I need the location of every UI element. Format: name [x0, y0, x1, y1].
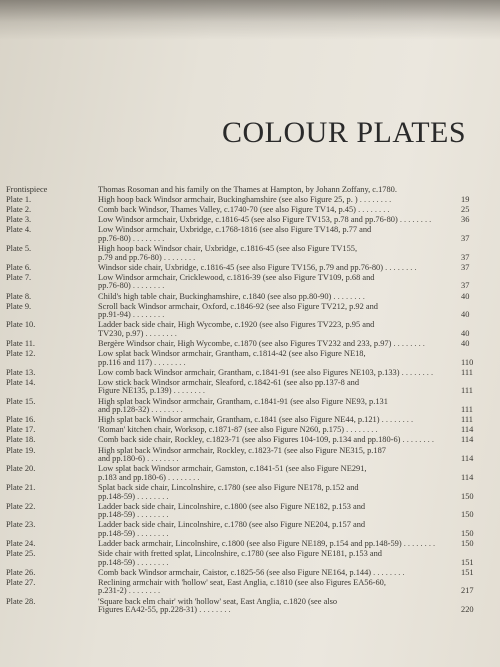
- plate-page-number: 150: [461, 491, 474, 501]
- plate-entry: [6, 274, 496, 291]
- plate-description: [98, 264, 448, 273]
- plate-entry: [6, 416, 496, 425]
- plate-description-line: Low Windsor armchair, Uxbridge, c.1768-1816 (see also Figure TV148, p.77 and: [98, 225, 372, 235]
- leader-dots: . . . . . . . .: [357, 195, 392, 205]
- plate-entry: [6, 398, 496, 415]
- plate-entry: [6, 447, 496, 464]
- plate-entry: [6, 579, 496, 596]
- plate-entry: [6, 245, 496, 262]
- plate-description: [98, 379, 448, 396]
- plate-page-number: 40: [461, 339, 470, 348]
- plate-description: [98, 465, 448, 482]
- plate-page-number: 40: [461, 310, 470, 320]
- plate-description-line: and pp.128-32): [98, 405, 150, 415]
- page-top-shadow: [0, 0, 500, 40]
- plate-entry: [6, 521, 496, 538]
- leader-dots: . . . . . . . .: [134, 491, 169, 501]
- plate-entry: [6, 226, 496, 243]
- plate-description-line: pp.148-59): [98, 491, 135, 501]
- plate-description-line: Figure NE135, p.139): [98, 386, 172, 396]
- plate-description-line: Bergère Windsor chair, High Wycombe, c.1870 (see also Figures TV232 and 233, p.97): [98, 339, 392, 348]
- plate-label: Plate 14.: [6, 377, 36, 387]
- plate-description-line: Low splat back Windsor armchair, Gamston, c.1841-51 (see also Figure NE291,: [98, 464, 367, 474]
- plate-label: Plate 24.: [6, 538, 36, 548]
- plate-description: [98, 579, 448, 596]
- plate-page-number: 110: [461, 357, 474, 367]
- plate-description-line: pp.148-59): [98, 510, 135, 520]
- leader-dots: . . . . . . . .: [134, 557, 169, 567]
- plate-description: [98, 196, 448, 205]
- leader-dots: . . . . . . . .: [165, 472, 200, 482]
- plate-page-number: 37: [461, 262, 470, 272]
- plate-page-number: 151: [461, 557, 474, 567]
- leader-dots: . . . . . . . .: [161, 252, 196, 262]
- plate-description-line: Ladder back side chair, Lincolnshire, c.1800 (see also Figure NE182, p.153 and: [98, 501, 366, 511]
- plate-page-number: 111: [461, 386, 473, 396]
- plate-description: [98, 321, 448, 338]
- plate-entry: [6, 436, 496, 445]
- plate-description: [98, 569, 448, 578]
- leader-dots: . . . . . . . .: [400, 435, 434, 445]
- plate-description-line: Comb back side chair, Rockley, c.1823-71 (see also Figures 104-109, p.134 and pp.180-6): [98, 435, 401, 445]
- plate-entry: [6, 379, 496, 396]
- plate-label: Plate 15.: [6, 396, 36, 406]
- plate-label: Plate 1.: [6, 195, 32, 205]
- plate-description-line: High splat back Windsor armchair, Rockley, c.1823-71 (see also Figure NE315, p.187: [98, 445, 386, 455]
- plate-description: [98, 293, 448, 302]
- plate-entry: [6, 321, 496, 338]
- plate-entry: [6, 540, 496, 549]
- plate-description: [98, 206, 448, 215]
- plate-entry: [6, 569, 496, 578]
- plate-description-line: Reclining armchair with 'hollow' seat, East Anglia, c.1810 (see also Figures EA56-60,: [98, 577, 386, 587]
- plate-description: [98, 550, 448, 567]
- plate-description-line: High splat back Windsor armchair, Grantham, c.1841 (see also Figure NE44, p.121): [98, 415, 380, 425]
- plate-page-number: 150: [461, 510, 474, 520]
- plate-description: [98, 398, 448, 415]
- plate-description-line: pp.148-59): [98, 528, 135, 538]
- leader-dots: . . . . . . . .: [399, 367, 434, 377]
- plate-label: Plate 16.: [6, 415, 36, 425]
- plate-description-line: Thomas Rosoman and his family on the Thames at Hampton, by Johann Zoffany, c.1780.: [98, 185, 397, 194]
- plate-page-number: 40: [461, 328, 470, 338]
- plate-page-number: 111: [461, 367, 473, 377]
- leader-dots: . . . . . . . .: [391, 339, 425, 348]
- leader-dots: . . . . . . . .: [397, 215, 432, 225]
- plate-description: [98, 350, 448, 367]
- leader-dots: . . . . . . . .: [134, 510, 169, 520]
- plate-entry: [6, 293, 496, 302]
- plate-description-line: High splat back Windsor armchair, Grantham, c.1841-91 (see also Figure NE93, p.131: [98, 396, 388, 406]
- plate-description-line: Low comb back Windsor armchair, Grantham, c.1841-91 (see also Figures NE103, p.133): [98, 367, 400, 377]
- plate-page-number: 220: [461, 605, 474, 615]
- plate-entry: [6, 186, 496, 195]
- leader-dots: . . . . . . . .: [355, 205, 390, 215]
- plate-label: Plate 10.: [6, 320, 36, 330]
- plate-entry: [6, 598, 496, 615]
- plate-description-line: pp.148-59): [98, 557, 135, 567]
- plate-label: Plate 26.: [6, 567, 36, 577]
- plate-entry: [6, 303, 496, 320]
- leader-dots: . . . . . . . .: [379, 415, 414, 425]
- plate-description-line: Side chair with fretted splat, Lincolnshire, c.1780 (see also Figure NE181, p.153 and: [98, 549, 382, 559]
- plate-page-number: 114: [461, 454, 474, 464]
- plate-label: Plate 20.: [6, 464, 36, 474]
- plate-entry: [6, 206, 496, 215]
- plate-page-number: 111: [461, 415, 473, 425]
- leader-dots: . . . . . . . .: [152, 357, 186, 367]
- plate-entry: [6, 369, 496, 378]
- plate-description-line: Comb back Windsor, Thames Valley, c.1740-70 (see also Figure TV14, p.45): [98, 205, 356, 215]
- leader-dots: . . . . . . . .: [331, 291, 365, 301]
- plate-label: Plate 4.: [6, 225, 32, 235]
- plate-label: Plate 9.: [6, 301, 32, 311]
- plate-label: Plate 19.: [6, 445, 36, 455]
- leader-dots: . . . . . . . .: [149, 405, 183, 415]
- plate-description: [98, 426, 448, 435]
- plate-label: Plate 3.: [6, 215, 32, 225]
- plate-description-line: Windsor side chair, Uxbridge, c.1816-45 (see also Figure TV156, p.79 and pp.76-80): [98, 262, 384, 272]
- plate-description-line: TV230, p.97): [98, 328, 144, 338]
- plate-description: [98, 226, 448, 243]
- plate-description-line: Ladder back side chair, High Wycombe, c.1920 (see also Figures TV223, p.95 and: [98, 320, 375, 330]
- plate-description: [98, 503, 448, 520]
- plate-label: Plate 17.: [6, 425, 36, 435]
- plate-label: Plate 8.: [6, 291, 32, 301]
- plate-entry: [6, 484, 496, 501]
- plate-description-line: p.231-2): [98, 586, 127, 596]
- plate-label: Frontispiece: [6, 185, 48, 194]
- plate-label: Plate 6.: [6, 262, 32, 272]
- plate-label: Plate 5.: [6, 244, 32, 254]
- plate-label: Plate 13.: [6, 367, 36, 377]
- plate-description-line: Low Windsor armchair, Uxbridge, c.1816-45 (see also Figure TV153, p.78 and pp.76-80): [98, 215, 398, 225]
- plate-description-line: Low splat back Windsor armchair, Grantham, c.1814-42 (see also Figure NE18,: [98, 349, 366, 359]
- plate-description-line: Low stick back Windsor armchair, Sleaford, c.1842-61 (see also pp.137-8 and: [98, 377, 360, 387]
- plate-page-number: 114: [461, 435, 474, 445]
- leader-dots: . . . . . . . .: [197, 605, 231, 615]
- plate-description: [98, 369, 448, 378]
- leader-dots: . . . . . . . .: [130, 233, 165, 243]
- plate-entry: [6, 216, 496, 225]
- plate-description-line: High hoop back Windsor armchair, Buckinghamshire (see also Figure 25, p. ): [98, 195, 358, 205]
- plate-description: [98, 484, 448, 501]
- plate-entry: [6, 426, 496, 435]
- leader-dots: . . . . . . . .: [134, 528, 169, 538]
- leader-dots: . . . . . . . .: [371, 567, 405, 577]
- leader-dots: . . . . . . . .: [383, 262, 417, 272]
- plate-description: [98, 186, 448, 195]
- plate-description-line: Splat back side chair, Lincolnshire, c.1780 (see also Figure NE178, p.152 and: [98, 482, 359, 492]
- plate-description-line: pp.76-80): [98, 281, 131, 291]
- plate-description-line: 'Square back elm chair' with 'hollow' seat, East Anglia, c.1820 (see also: [98, 596, 338, 606]
- plate-entry: [6, 196, 496, 205]
- plate-description-line: p.183 and pp.180-6): [98, 472, 166, 482]
- plate-page-number: 114: [461, 472, 474, 482]
- plate-page-number: 19: [461, 195, 470, 205]
- plate-description-line: Ladder back side chair, Lincolnshire, c.1780 (see also Figure NE204, p.157 and: [98, 520, 366, 530]
- plate-page-number: 111: [461, 405, 473, 415]
- plate-entry: [6, 503, 496, 520]
- plate-description-line: Low Windsor armchair, Cricklewood, c.1816-39 (see also Figure TV109, p.68 and: [98, 272, 375, 282]
- plate-label: Plate 23.: [6, 520, 36, 530]
- leader-dots: . . . . . . . .: [344, 425, 378, 435]
- leader-dots: . . . . . . . .: [126, 586, 161, 596]
- plate-description-line: High hoop back Windsor chair, Uxbridge, c.1816-45 (see also Figure TV155,: [98, 244, 358, 254]
- plate-description-line: pp.91-94): [98, 310, 131, 320]
- plate-page-number: 25: [461, 205, 470, 215]
- leader-dots: . . . . . . . .: [130, 310, 165, 320]
- plate-page-number: 40: [461, 291, 470, 301]
- plate-page-number: 37: [461, 233, 470, 243]
- plate-page-number: 150: [461, 538, 474, 548]
- plate-description-line: 'Roman' kitchen chair, Worksop, c.1871-87 (see also Figure N260, p.175): [98, 425, 345, 435]
- plate-page-number: 150: [461, 528, 474, 538]
- leader-dots: . . . . . . . .: [144, 454, 179, 464]
- plate-description-line: pp.76-80): [98, 233, 131, 243]
- plate-page-number: 37: [461, 252, 470, 262]
- plate-description-line: Ladder back armchair, Lincolnshire, c.1800 (see also Figure NE189, p.154 and pp.148-59): [98, 538, 402, 548]
- plate-description-line: pp.116 and 117): [98, 357, 153, 367]
- plate-label: Plate 21.: [6, 482, 36, 492]
- plate-description: [98, 521, 448, 538]
- leader-dots: . . . . . . . .: [143, 328, 177, 338]
- plate-page-number: 37: [461, 281, 470, 291]
- plate-entry: [6, 340, 496, 349]
- plate-label: Plate 22.: [6, 501, 36, 511]
- plate-page-number: 217: [461, 586, 474, 596]
- plate-description: [98, 598, 448, 615]
- plate-label: Plate 11.: [6, 339, 35, 348]
- plate-label: Plate 18.: [6, 435, 36, 445]
- plate-label: Plate 2.: [6, 205, 32, 215]
- plate-entry: [6, 350, 496, 367]
- plate-description: [98, 416, 448, 425]
- plate-label: Plate 27.: [6, 577, 36, 587]
- plate-description-line: and pp.180-6): [98, 454, 145, 464]
- leader-dots: . . . . . . . .: [171, 386, 206, 396]
- plate-description-line: Child's high table chair, Buckinghamshire, c.1840 (see also pp.80-90): [98, 291, 332, 301]
- leader-dots: . . . . . . . .: [130, 281, 165, 291]
- plate-description-line: Comb back Windsor armchair, Caistor, c.1825-56 (see also Figure NE164, p.144): [98, 567, 372, 577]
- plate-label: Plate 28.: [6, 596, 36, 606]
- plate-description-line: Figures EA42-55, pp.228-31): [98, 605, 198, 615]
- plate-description: [98, 303, 448, 320]
- plate-page-number: 36: [461, 215, 470, 225]
- plate-description: [98, 340, 448, 349]
- plate-description: [98, 245, 448, 262]
- plate-page-number: 151: [461, 567, 474, 577]
- plate-label: Plate 25.: [6, 549, 36, 559]
- plate-description: [98, 216, 448, 225]
- plate-description: [98, 436, 448, 445]
- colour-plates-list: [6, 186, 496, 616]
- plate-description: [98, 274, 448, 291]
- plate-page-number: 114: [461, 425, 474, 435]
- plate-label: Plate 7.: [6, 272, 32, 282]
- plate-entry: [6, 264, 496, 273]
- plate-description-line: Scroll back Windsor armchair, Oxford, c.1846-92 (see also Figure TV212, p.92 and: [98, 301, 378, 311]
- plate-description: [98, 447, 448, 464]
- plate-description-line: p.79 and pp.76-80): [98, 252, 162, 262]
- leader-dots: . . . . . . . .: [401, 538, 436, 548]
- plate-entry: [6, 465, 496, 482]
- plate-label: Plate 12.: [6, 349, 36, 359]
- plate-description: [98, 540, 448, 549]
- plate-entry: [6, 550, 496, 567]
- page-title: COLOUR PLATES: [222, 116, 467, 149]
